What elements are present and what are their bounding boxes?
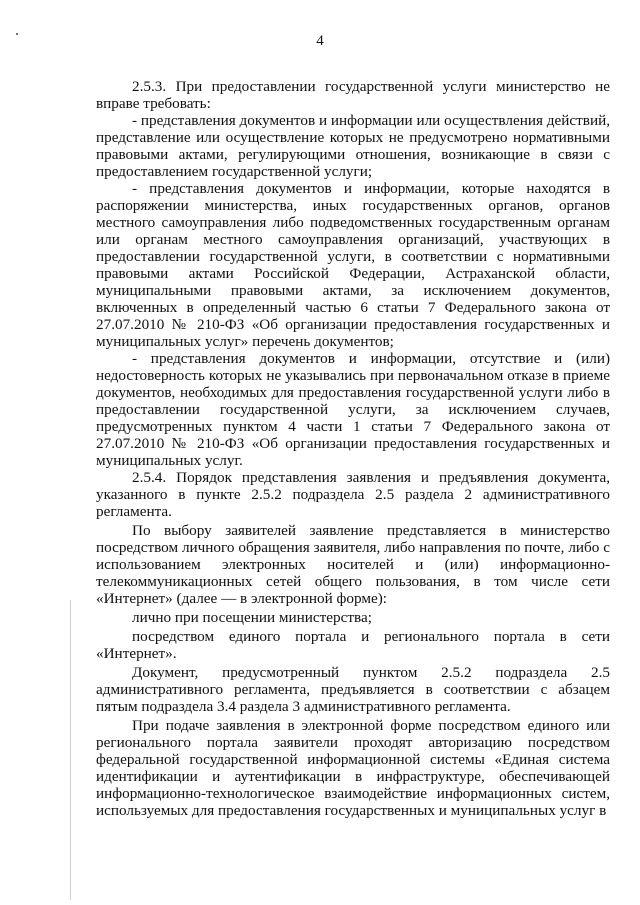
scan-edge-line [70, 600, 71, 900]
paragraph-via-portal: посредством единого портала и регионального портала в сети «Интернет». [96, 628, 610, 662]
paragraph-item-1: - представления документов и информации или осуществления действий, представление или осуществление которых не предусмотрено нормативными правовыми актами, регулирующими отношения, возникающие в связи с предоставлением государственной услуги; [96, 112, 610, 180]
document-body [96, 78, 610, 819]
paragraph-in-person: лично при посещении министерства; [132, 609, 372, 626]
paragraph-document-presentation: Документ, предусмотренный пунктом 2.5.2 подраздела 2.5 административного регламента, предъявляется в соответствии с абзацем пятым подраздела 3.4 раздела 3 административного регламента. [96, 664, 610, 715]
paragraph-2-5-4: 2.5.4. Порядок представления заявления и предъявления документа, указанного в пункте 2.5.2 подраздела 2.5 раздела 2 административного регламента. [96, 469, 610, 520]
paragraph-submission-methods: По выбору заявителей заявление представляется в министерство посредством личного обращения заявителя, либо направления по почте, либо с использованием электронных носителей и (или) информационно-телекоммуникационных сетей общего пользования, в том числе сети «Интернет» (далее — в электронной форме): [96, 522, 610, 607]
paragraph-2-5-3: 2.5.3. При предоставлении государственной услуги министерство не вправе требовать: [96, 78, 610, 112]
paragraph-item-3: - представления документов и информации, отсутствие и (или) недостоверность которых не указывались при первоначальном отказе в приеме документов, необходимых для предоставления государственной услуги либо в предоставлении государственной услуги, за исключением случаев, предусмотренных пунктом 4 части 1 статьи 7 Федерального закона от 27.07.2010 № 210-ФЗ «Об организации предоставления государственных и муниципальных услуг. [96, 350, 610, 469]
paragraph-item-2: - представления документов и информации, которые находятся в распоряжении министерства, иных государственных органов, органов местного самоуправления либо подведомственных государственным органам или органам местного самоуправления организаций, участвующих в предоставлении государственной услуги, в соответствии с нормативными правовыми актами Российской Федерации, Астраханской области, муниципальными правовыми актами, за исключением документов, включенных в определенный частью 6 статьи 7 Федерального закона от 27.07.2010 № 210-ФЗ «Об организации предоставления государственных и муниципальных услуг» перечень документов; [96, 180, 610, 350]
page-number: 4 [316, 33, 324, 49]
paragraph-electronic-submission: При подаче заявления в электронной форме посредством единого или регионального портала заявители проходят авторизацию посредством федеральной государственной информационной системы «Единая система идентификации и аутентификации в инфраструктуре, обеспечивающей информационно-технологическое взаимодействие информационных систем, используемых для предоставления государственных и муниципальных услуг в [96, 717, 610, 819]
